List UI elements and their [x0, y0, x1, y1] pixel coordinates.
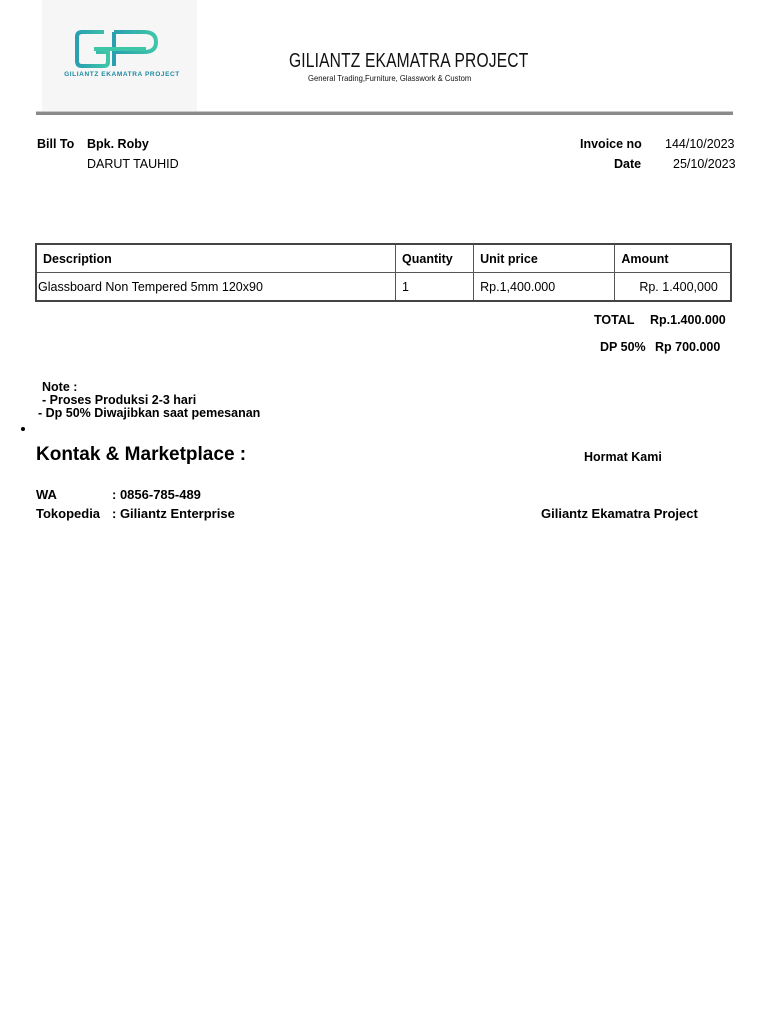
col-quantity-header: Quantity — [396, 244, 474, 273]
logo — [42, 0, 197, 112]
wa-label: WA — [36, 487, 57, 502]
items-table — [35, 243, 732, 302]
signature-name: Giliantz Ekamatra Project — [541, 506, 698, 521]
wa-value: : 0856-785-489 — [112, 487, 201, 502]
invoice-no-label: Invoice no — [580, 137, 642, 151]
col-unit-price-header: Unit price — [474, 244, 615, 273]
col-amount-header: Amount — [615, 244, 731, 273]
note-line-2: - Dp 50% Diwajibkan saat pemesanan — [38, 406, 261, 420]
cell-description: Glassboard Non Tempered 5mm 120x90 — [36, 273, 396, 302]
contact-title: Kontak & Marketplace : — [36, 444, 247, 465]
company-logo-mark — [74, 28, 168, 72]
col-description-header: Description — [36, 244, 396, 273]
dp-value: Rp 700.000 — [655, 340, 721, 354]
date-value: 25/10/2023 — [673, 157, 736, 171]
bill-to-label: Bill To — [37, 137, 75, 151]
table-header-row — [36, 244, 731, 273]
bullet-dot — [21, 427, 25, 431]
signature-greeting: Hormat Kami — [584, 450, 662, 464]
tokopedia-value: : Giliantz Enterprise — [112, 506, 235, 521]
cell-quantity: 1 — [396, 273, 474, 302]
header-divider — [36, 112, 733, 115]
table-row — [36, 273, 731, 302]
cell-unit-price: Rp.1,400.000 — [474, 273, 615, 302]
note-title: Note : — [42, 380, 78, 394]
note-line-1: - Proses Produksi 2-3 hari — [42, 393, 197, 407]
date-label: Date — [614, 157, 642, 171]
tokopedia-label: Tokopedia — [36, 506, 101, 521]
logo-caption: GILIANTZ EKAMATRA PROJECT — [64, 71, 180, 78]
company-name: GILIANTZ EKAMATRA PROJECT — [289, 50, 529, 72]
customer-org: DARUT TAUHID — [87, 157, 179, 171]
invoice-no-value: 144/10/2023 — [665, 137, 735, 151]
company-tagline: General Trading,Furniture, Glasswork & Custom — [308, 73, 472, 83]
dp-label: DP 50% — [600, 340, 646, 354]
total-value: Rp.1.400.000 — [650, 313, 726, 327]
customer-name: Bpk. Roby — [87, 137, 149, 151]
total-label: TOTAL — [594, 313, 635, 327]
cell-amount: Rp. 1.400,000 — [615, 273, 731, 302]
